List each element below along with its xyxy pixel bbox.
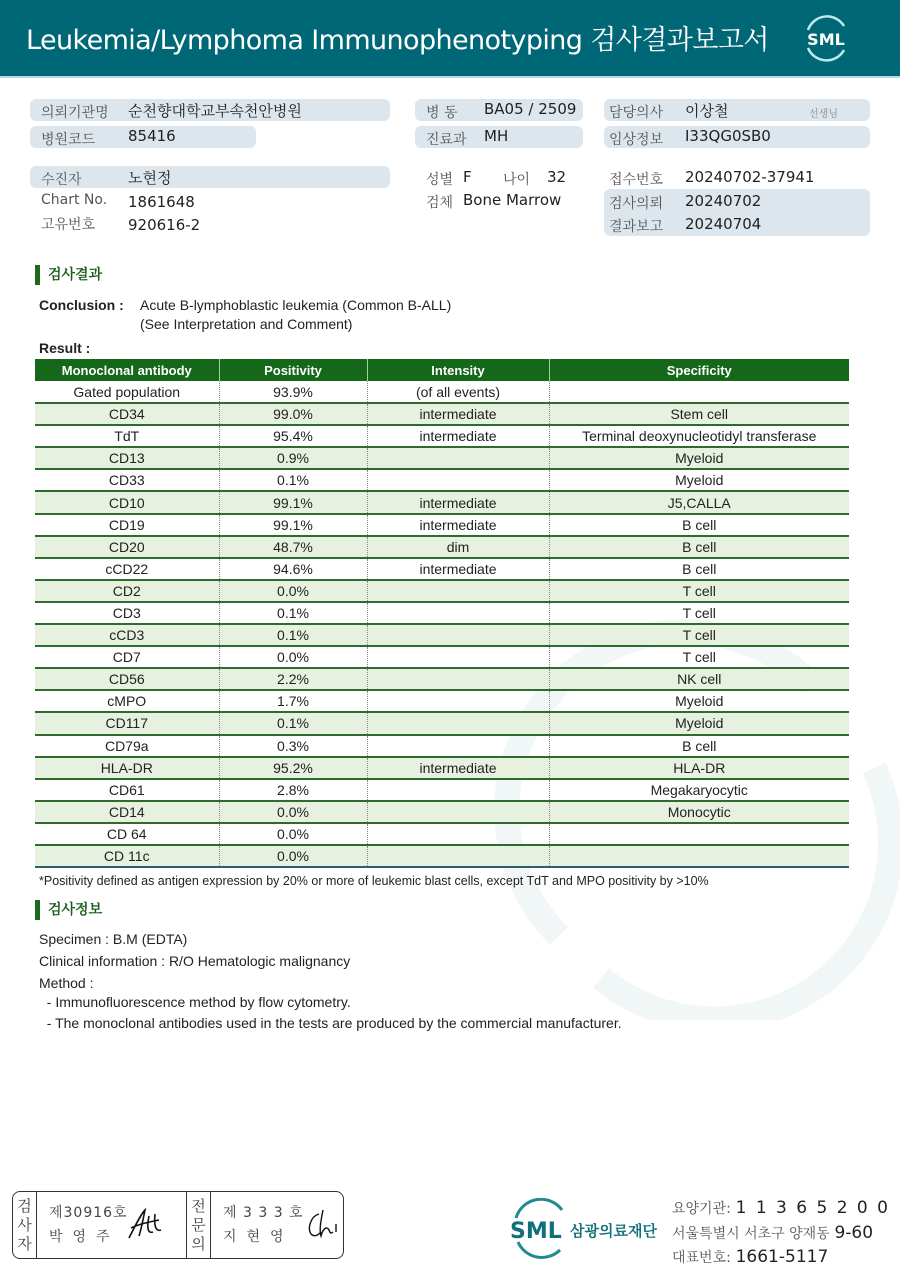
positivity-cell: 0.9% (219, 447, 367, 469)
intensity-cell (367, 668, 549, 690)
examiner-signature-icon (125, 1206, 165, 1242)
positivity-cell: 0.0% (219, 646, 367, 668)
specimen-info: Specimen : B.M (EDTA) (39, 931, 188, 947)
specificity-cell: Myeloid (549, 690, 849, 712)
specimen-type-label: 검체 (426, 195, 454, 211)
antibody-cell: CD34 (35, 403, 219, 425)
positivity-cell: 95.2% (219, 757, 367, 779)
sex-label: 성별 (426, 172, 454, 188)
antibody-cell: CD 11c (35, 845, 219, 867)
positivity-footnote: *Positivity defined as antigen expression by 20% or more of leukemic blast cells, except TdT and MPO positivity by >10% (39, 874, 709, 888)
positivity-cell: 1.7% (219, 690, 367, 712)
report-title: Leukemia/Lymphoma Immunophenotyping 검사결과보고서 (26, 25, 769, 56)
method-item-1: - Immunofluorescence method by flow cytometry. (39, 994, 351, 1010)
address-number: 9-60 (834, 1222, 874, 1243)
table-row (35, 757, 849, 779)
intensity-cell: dim (367, 536, 549, 558)
specificity-cell: HLA-DR (549, 757, 849, 779)
institution-value: 순천향대학교부속천안병원 (128, 102, 302, 120)
intensity-cell: intermediate (367, 757, 549, 779)
receipt-no-label: 접수번호 (609, 172, 664, 188)
antibody-cell: CD13 (35, 447, 219, 469)
institution-label: 의뢰기관명 (41, 105, 109, 121)
table-row (35, 558, 849, 580)
table-row (35, 823, 849, 845)
intensity-cell: intermediate (367, 403, 549, 425)
specificity-cell: Terminal deoxynucleotidyl transferase (549, 425, 849, 447)
unique-no-label: 고유번호 (41, 217, 96, 233)
examiner-license: 제30916호 (49, 1205, 128, 1221)
sml-logo-icon (800, 12, 852, 64)
results-section-title: 검사결과 (35, 265, 102, 285)
intensity-cell: intermediate (367, 558, 549, 580)
institution-code-label: 요양기관: (672, 1201, 731, 1217)
signature-box (12, 1191, 344, 1259)
antibody-cell: CD117 (35, 712, 219, 734)
table-row (35, 690, 849, 712)
table-row (35, 646, 849, 668)
results-table-header (35, 359, 849, 381)
request-date-value: 20240702 (685, 192, 762, 210)
antibody-cell: CD61 (35, 779, 219, 801)
antibody-cell: CD7 (35, 646, 219, 668)
positivity-cell: 95.4% (219, 425, 367, 447)
department-value: MH (484, 127, 509, 145)
examiner-cell (37, 1192, 187, 1258)
conclusion-label: Conclusion : (39, 297, 124, 313)
table-row (35, 491, 849, 513)
positivity-cell: 0.0% (219, 823, 367, 845)
table-row (35, 403, 849, 425)
table-row (35, 845, 849, 867)
intensity-cell (367, 801, 549, 823)
specificity-cell: T cell (549, 602, 849, 624)
antibody-cell: Gated population (35, 381, 219, 403)
intensity-cell (367, 712, 549, 734)
table-row (35, 779, 849, 801)
specialist-signature-icon (303, 1206, 343, 1242)
antibody-cell: CD33 (35, 469, 219, 491)
antibody-cell: CD79a (35, 735, 219, 757)
antibody-cell: HLA-DR (35, 757, 219, 779)
chart-no-value: 1861648 (128, 193, 195, 211)
results-table (35, 359, 849, 868)
sex-value: F (463, 168, 472, 186)
conclusion-line1: Acute B-lymphoblastic leukemia (Common B-ALL) (140, 297, 452, 313)
intensity-cell (367, 735, 549, 757)
intensity-cell (367, 469, 549, 491)
antibody-cell: CD2 (35, 580, 219, 602)
table-row (35, 536, 849, 558)
positivity-cell: 0.1% (219, 602, 367, 624)
examiner-vertical-label: 검 사 자 (13, 1192, 37, 1258)
intensity-cell: (of all events) (367, 381, 549, 403)
ward-value: BA05 / 2509 (484, 100, 577, 118)
positivity-cell: 93.9% (219, 381, 367, 403)
test-info-section-title: 검사정보 (35, 900, 102, 920)
antibody-cell: CD14 (35, 801, 219, 823)
specificity-cell: Monocytic (549, 801, 849, 823)
specificity-cell: Megakaryocytic (549, 779, 849, 801)
specificity-cell: NK cell (549, 668, 849, 690)
clinical-code-value: I33QG0SB0 (685, 127, 771, 145)
column-header-intensity: Intensity (367, 359, 549, 381)
clinical-code-label: 임상정보 (609, 132, 664, 148)
positivity-cell: 0.0% (219, 801, 367, 823)
intensity-cell (367, 690, 549, 712)
antibody-cell: CD20 (35, 536, 219, 558)
table-row (35, 447, 849, 469)
specialist-cell (211, 1192, 343, 1258)
antibody-cell: cCD22 (35, 558, 219, 580)
antibody-cell: CD 64 (35, 823, 219, 845)
specificity-cell (549, 381, 849, 403)
antibody-cell: CD56 (35, 668, 219, 690)
intensity-cell: intermediate (367, 491, 549, 513)
positivity-cell: 2.2% (219, 668, 367, 690)
table-row (35, 514, 849, 536)
positivity-cell: 0.1% (219, 624, 367, 646)
specificity-cell (549, 845, 849, 867)
conclusion-line2: (See Interpretation and Comment) (140, 316, 353, 332)
specificity-cell: T cell (549, 580, 849, 602)
department-label: 진료과 (426, 132, 467, 148)
antibody-cell: cCD3 (35, 624, 219, 646)
age-label: 나이 (503, 172, 531, 188)
report-date-value: 20240704 (685, 215, 762, 233)
positivity-cell: 0.1% (219, 469, 367, 491)
antibody-cell: CD10 (35, 491, 219, 513)
report-header (0, 0, 900, 78)
method-item-2: - The monoclonal antibodies used in the tests are produced by the commercial manufacturer. (39, 1015, 622, 1031)
phone-label: 대표번호: (672, 1250, 731, 1266)
positivity-cell: 99.0% (219, 403, 367, 425)
specificity-cell: B cell (549, 514, 849, 536)
specialist-license: 제 3 3 3 호 (223, 1205, 304, 1221)
table-row (35, 801, 849, 823)
specificity-cell: J5,CALLA (549, 491, 849, 513)
positivity-cell: 94.6% (219, 558, 367, 580)
institution-code-value: 1 1 3 6 5 2 0 0 (735, 1198, 890, 1218)
chart-no-label: Chart No. (41, 192, 108, 208)
patient-name-label: 수진자 (41, 172, 82, 188)
sml-foundation-logo-icon (508, 1198, 668, 1260)
table-row (35, 712, 849, 734)
svg-text:SML: SML (510, 1219, 562, 1244)
method-label: Method : (39, 975, 94, 991)
specificity-cell: T cell (549, 624, 849, 646)
column-header-specificity: Specificity (549, 359, 849, 381)
table-row (35, 668, 849, 690)
specificity-cell: T cell (549, 646, 849, 668)
table-row (35, 425, 849, 447)
positivity-cell: 2.8% (219, 779, 367, 801)
report-date-label: 결과보고 (609, 219, 664, 235)
table-row (35, 602, 849, 624)
age-value: 32 (547, 168, 567, 186)
table-row (35, 735, 849, 757)
intensity-cell: intermediate (367, 514, 549, 536)
result-label: Result : (39, 340, 91, 356)
intensity-cell (367, 580, 549, 602)
hospital-code-label: 병원코드 (41, 132, 96, 148)
positivity-cell: 0.1% (219, 712, 367, 734)
column-header-positivity: Positivity (219, 359, 367, 381)
unique-no-value: 920616-2 (128, 216, 201, 234)
antibody-cell: TdT (35, 425, 219, 447)
intensity-cell (367, 845, 549, 867)
specificity-cell: Myeloid (549, 447, 849, 469)
patient-name-value: 노현정 (128, 169, 172, 187)
specificity-cell: Myeloid (549, 712, 849, 734)
positivity-cell: 0.0% (219, 580, 367, 602)
intensity-cell (367, 447, 549, 469)
positivity-cell: 99.1% (219, 491, 367, 513)
svg-text:삼광의료재단: 삼광의료재단 (570, 1222, 657, 1240)
address-prefix: 서울특별시 서초구 양재동 (672, 1225, 830, 1242)
specificity-cell: B cell (549, 536, 849, 558)
specificity-cell: B cell (549, 735, 849, 757)
antibody-cell: CD3 (35, 602, 219, 624)
positivity-cell: 99.1% (219, 514, 367, 536)
examiner-name: 박영주 (49, 1229, 120, 1245)
intensity-cell (367, 823, 549, 845)
specialist-name: 지현영 (223, 1229, 294, 1245)
specificity-cell: Stem cell (549, 403, 849, 425)
antibody-cell: cMPO (35, 690, 219, 712)
hospital-code-value: 85416 (128, 127, 176, 145)
svg-text:SML: SML (807, 30, 845, 49)
specificity-cell: B cell (549, 558, 849, 580)
intensity-cell (367, 624, 549, 646)
specimen-type-value: Bone Marrow (463, 191, 562, 209)
footer-contact-info (672, 1197, 890, 1271)
positivity-cell: 48.7% (219, 536, 367, 558)
clinical-information: Clinical information : R/O Hematologic malignancy (39, 953, 351, 969)
patient-name-row-bg (30, 166, 390, 188)
positivity-cell: 0.3% (219, 735, 367, 757)
specificity-cell (549, 823, 849, 845)
request-date-label: 검사의뢰 (609, 196, 664, 212)
antibody-cell: CD19 (35, 514, 219, 536)
intensity-cell (367, 602, 549, 624)
ward-label: 병 동 (426, 105, 458, 121)
table-row (35, 381, 849, 403)
receipt-no-value: 20240702-37941 (685, 168, 815, 186)
positivity-cell: 0.0% (219, 845, 367, 867)
column-header-antibody: Monoclonal antibody (35, 359, 219, 381)
specialist-vertical-label: 전 문 의 (187, 1192, 211, 1258)
physician-label: 담당의사 (609, 105, 664, 121)
intensity-cell (367, 779, 549, 801)
table-row (35, 469, 849, 491)
physician-suffix: 선생님 (809, 109, 838, 120)
specificity-cell: Myeloid (549, 469, 849, 491)
table-row (35, 580, 849, 602)
intensity-cell (367, 646, 549, 668)
table-row (35, 624, 849, 646)
phone-value: 1661-5117 (735, 1247, 829, 1267)
intensity-cell: intermediate (367, 425, 549, 447)
physician-value: 이상철 (685, 102, 729, 120)
